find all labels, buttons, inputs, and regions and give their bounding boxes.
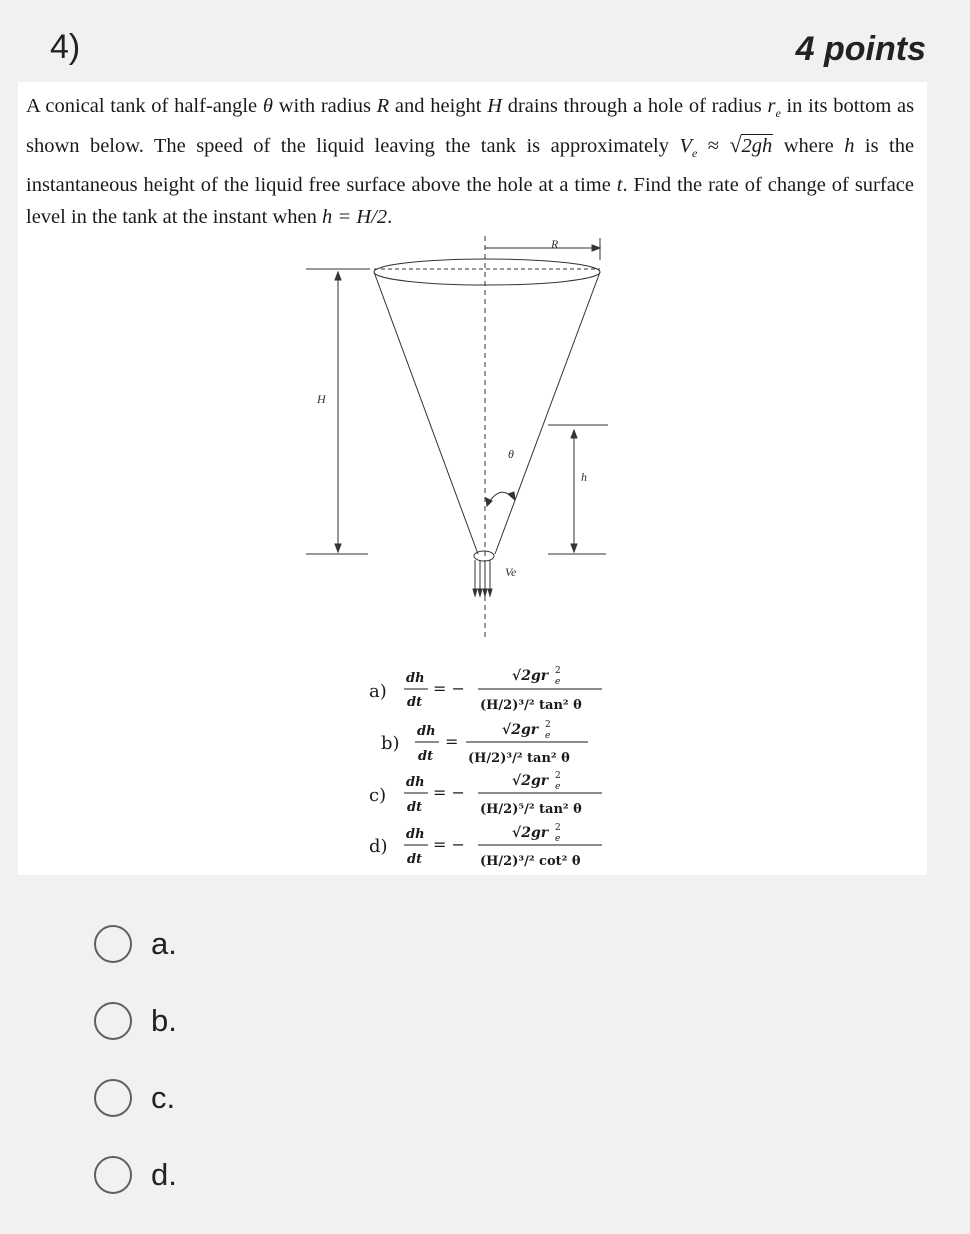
option-a-label: a. [151,926,177,961]
answer-d-numerator: √2gr [512,825,549,841]
question-text-part: A conical tank of half-angle [26,95,258,117]
label-R: R [551,237,559,251]
answer-d-denominator: (H/2)³/² cot² θ [480,854,581,869]
answer-c-letter: c) [369,785,387,806]
answer-c-denominator: (H/2)⁵/² tan² θ [480,802,582,817]
symbol-theta: θ [262,95,273,117]
option-c-label: c. [151,1080,176,1115]
radio-button-d[interactable] [94,1156,132,1194]
question-text-part: where [783,135,834,158]
answer-b-sup: 2 [545,720,551,730]
answer-d-sub: e [555,834,561,844]
h-arrow-bottom [571,544,577,552]
answer-d-sup: 2 [555,823,561,833]
answer-b-dt: dt [418,749,434,764]
symbol-sub: e [775,106,781,121]
answer-b-denominator: (H/2)³/² tan² θ [468,751,570,766]
answer-c-sign: = − [433,783,465,802]
answer-c-dh: dh [406,775,425,790]
approx-symbol: ≈ [707,135,719,158]
answer-a-dh: dh [406,671,425,686]
question-card [18,82,927,875]
question-text-part: is the instantaneous height of the liquid free surface above the hole at a time [26,135,915,197]
H-arrow-bottom [335,544,341,552]
answer-a-dt: dt [407,695,423,710]
theta-arrow-right [508,492,515,500]
radio-button-a[interactable] [94,925,132,963]
symbol-r: r [767,95,776,117]
points-label: 4 points [795,30,926,68]
question-number: 4) [50,28,81,66]
question-text-part: and height [394,95,482,117]
question-text-part: drains through a hole of radius [507,95,762,117]
answer-b-dh: dh [417,724,436,739]
answer-d-dh: dh [406,827,425,842]
answer-b-sub: e [545,731,551,741]
option-b-label: b. [151,1003,177,1038]
sqrt-symbol: √ [729,132,742,158]
outflow-arrow-3 [483,589,487,596]
question-text-part: . Find the rate of change of surface level in the tank at the instant when [26,174,914,229]
outflow-arrow-2 [478,589,482,596]
symbol-t: t [616,174,623,197]
symbol-h: h [844,135,855,158]
radio-button-c[interactable] [94,1079,132,1117]
answer-d-letter: d) [369,836,388,857]
answer-a-letter: a) [369,681,387,702]
answer-d-sign: = − [433,835,465,854]
h-arrow-top [571,430,577,438]
cone-figure [18,82,927,875]
answer-c-sup: 2 [555,771,561,781]
answer-b-numerator: √2gr [502,722,539,738]
label-Ve: Ve [505,565,517,579]
hole-ellipse [474,551,494,561]
answer-c-sub: e [555,782,561,792]
answer-d-dt: dt [407,852,423,867]
label-H: H [317,392,326,406]
outflow-arrow-4 [488,589,492,596]
radio-button-b[interactable] [94,1002,132,1040]
condition-expression: h = H/2 [322,206,388,229]
cone-left-side [374,272,478,554]
R-arrowhead [592,245,600,251]
answer-c-dt: dt [407,800,423,815]
label-h: h [581,470,587,484]
symbol-sub: e [691,146,698,161]
answer-c-numerator: √2gr [512,773,549,789]
sqrt-arg-text: 2gh [741,135,773,158]
option-d-label: d. [151,1157,177,1192]
symbol-H: H [487,95,503,117]
option-c[interactable] [94,1074,175,1122]
symbol-V: V [679,135,692,158]
answer-b-letter: b) [381,733,400,754]
question-text-part: . [387,206,393,229]
option-b[interactable] [94,997,177,1045]
question-text-part: in its bottom as shown below. The speed of the liquid leaving the tank is approximately [26,95,915,158]
question-text-part: with radius [278,95,371,117]
outflow-arrow-1 [473,589,477,596]
symbol-R: R [376,95,390,117]
answer-b-sign: = [445,732,459,751]
option-a[interactable] [94,920,177,968]
answer-a-denominator: (H/2)³/² tan² θ [480,698,582,713]
answer-a-sign: = − [433,679,465,698]
answer-a-sup: 2 [555,666,561,676]
H-arrow-top [335,272,341,280]
answer-a-sub: e [555,677,561,687]
cone-top-ellipse [374,259,600,285]
cone-right-side [495,272,600,554]
label-theta: θ [508,447,514,461]
option-d[interactable] [94,1151,177,1199]
answer-a-numerator: √2gr [512,668,549,684]
